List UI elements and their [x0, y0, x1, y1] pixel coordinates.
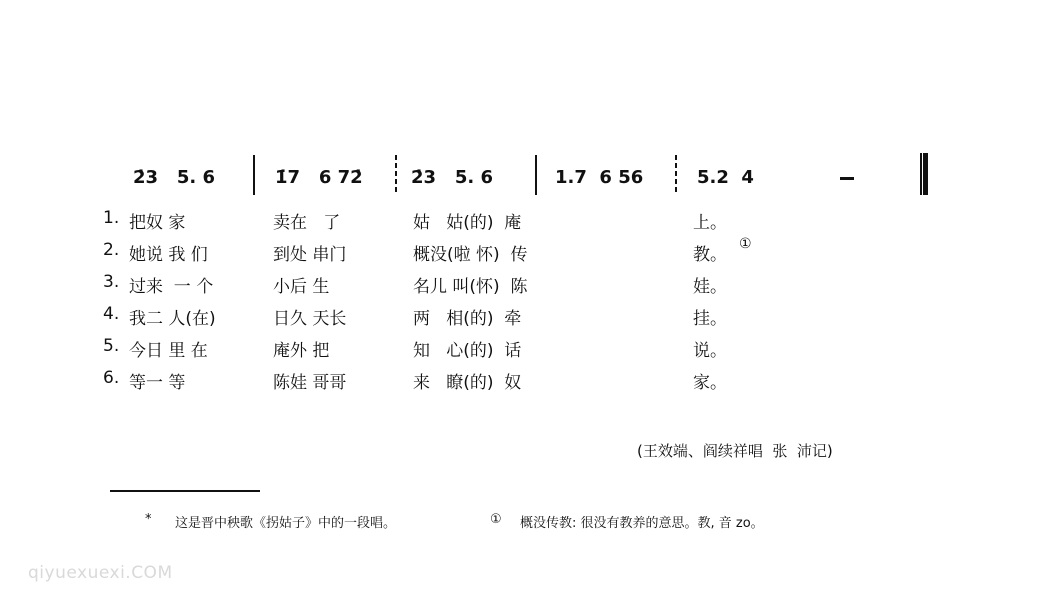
measure-2: 1̇7 6 72̇ — [275, 167, 363, 188]
lyric-part: 小后 生 — [273, 277, 330, 297]
lyric-part: 卖在 了 — [273, 213, 341, 233]
lyric-part: 把奴 家 — [129, 213, 186, 233]
verse-number: 6. — [103, 368, 120, 388]
measure-1: 2̇3 5. 6 — [133, 167, 216, 188]
lyric-part: 陈娃 哥哥 — [273, 373, 347, 393]
lyric-part: 到处 串门 — [273, 245, 347, 265]
barline — [253, 155, 255, 195]
footnote-star-mark: * — [145, 512, 152, 527]
barline — [535, 155, 537, 195]
measure-3: 2̇3 5. 6 — [411, 167, 494, 188]
lyric-part: 知 心(的) 话 — [413, 341, 522, 361]
lyric-part: 挂。 — [693, 309, 727, 329]
footnote-marker: ① — [739, 236, 752, 252]
lyric-part: 庵外 把 — [273, 341, 330, 361]
measure-5: 5.2 4 — [697, 167, 754, 188]
lyric-part: 名儿 叫(怀) 陈 — [413, 277, 528, 297]
footnote-one-text: 概没传教: 很没有教养的意思。教, 音 zo。 — [520, 516, 764, 531]
lyric-part: 娃。 — [693, 277, 727, 297]
lyric-part: 今日 里 在 — [129, 341, 208, 361]
barline — [395, 155, 397, 195]
lyric-part: 我二 人(在) — [129, 309, 216, 329]
lyric-part: 姑 姑(的) 庵 — [413, 213, 522, 233]
measure-4: 1.7 6 56 — [555, 167, 644, 188]
verse-number: 5. — [103, 336, 120, 356]
lyric-part: 她说 我 们 — [129, 245, 208, 265]
lyric-part: 等一 等 — [129, 373, 186, 393]
rest-dash — [840, 177, 854, 180]
lyric-part: 两 相(的) 牵 — [413, 309, 522, 329]
verse-number: 4. — [103, 304, 120, 324]
final-barline — [920, 153, 928, 195]
credit-line: (王效端、阎续祥唱 张 沛记) — [637, 442, 833, 460]
barline — [675, 155, 677, 195]
lyric-part: 来 瞭(的) 奴 — [413, 373, 522, 393]
site-watermark: qiyuexuexi.COM — [28, 563, 173, 583]
lyric-part: 上。 — [693, 213, 727, 233]
lyric-part: 过来 一 个 — [129, 277, 214, 297]
footnote-rule — [110, 490, 260, 492]
notation-line — [115, 145, 935, 205]
lyric-part: 说。 — [693, 341, 727, 361]
verse-number: 2. — [103, 240, 120, 260]
lyric-part: 教。 — [693, 245, 727, 265]
lyric-part: 概没(啦 怀) 传 — [413, 245, 528, 265]
verse-number: 1. — [103, 208, 120, 228]
lyric-part: 日久 天长 — [273, 309, 347, 329]
verse-number: 3. — [103, 272, 120, 292]
lyric-part: 家。 — [693, 373, 727, 393]
footnote-star-text: 这是晋中秧歌《拐姑子》中的一段唱。 — [175, 516, 397, 531]
footnote-one-mark: ① — [490, 512, 502, 527]
